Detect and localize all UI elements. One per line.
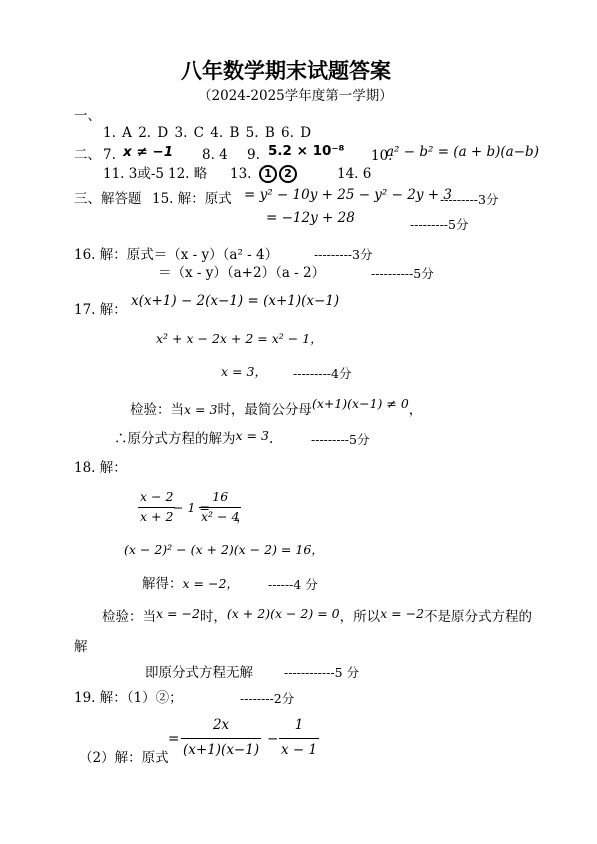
q18-check-x: x = −2 <box>156 606 200 621</box>
q15-score-2: ---------5分 <box>410 217 469 232</box>
q10-answer: a² − b² = (a + b)(a−b) <box>386 144 539 160</box>
q19-fraction-1 <box>181 719 261 757</box>
q14-answer: 14. 6 <box>337 166 372 182</box>
q18-check-x: x = −2 <box>380 606 425 621</box>
q12-answer: 12. 略 <box>168 166 208 182</box>
q17-conclusion-x: x = 3 <box>235 428 269 443</box>
q17-conclusion-text: ∴原分式方程的解为 <box>114 431 236 447</box>
q18-check-wrap: 解 <box>74 639 88 655</box>
q15-line-2: = −12y + 28 <box>266 210 355 226</box>
q8-answer: 8. 4 <box>202 147 228 163</box>
q19-score-1: --------2分 <box>240 691 295 706</box>
q18-score-4: ------4 分 <box>268 577 318 592</box>
q18-comma: ， <box>236 509 250 525</box>
q18-score-5: ------------5 分 <box>284 665 360 680</box>
q18-check-text: 时， <box>199 609 227 625</box>
q17-conclusion <box>114 428 274 447</box>
section-1-answers: 1. A 2. D 3. C 4. B 5. B 6. D <box>103 125 312 141</box>
q17-label: 17. 解： <box>74 302 127 318</box>
q18-check-text: 检验：当 <box>102 609 156 625</box>
fraction-bar <box>199 507 241 508</box>
circled-number: 1 <box>259 165 277 183</box>
q17-check-text: 检验：当 <box>130 402 184 418</box>
section-1-label: 一、 <box>74 108 101 124</box>
q13-answer <box>258 165 298 183</box>
q19-equals: = <box>168 731 180 747</box>
q19-fraction-2 <box>279 719 319 757</box>
q16-line-1: 16. 解：原式＝（x - y）（a² - 4） <box>74 247 279 263</box>
q7-number: 7. <box>103 147 116 163</box>
q19-part-1: 19. 解：（1）②； <box>74 690 183 706</box>
q18-solve-x: x = −2， <box>182 576 239 591</box>
fraction-numerator: 1 <box>294 717 304 733</box>
page-subtitle: （2024-2025学年度第一学期） <box>198 88 393 104</box>
q18-check-text: 不是原分式方程的 <box>424 609 533 625</box>
q16-score-2: ----------5分 <box>371 266 434 281</box>
q17-check-x: x = 3 <box>184 402 218 417</box>
q19-minus: − <box>267 731 279 747</box>
q18-minus-one: − 1 = <box>173 500 210 515</box>
q17-line-1: x(x+1) − 2(x−1) = (x+1)(x−1) <box>131 293 340 309</box>
q18-conclusion: 即原分式方程无解 <box>145 665 253 681</box>
q17-conclusion-text: . <box>268 431 274 447</box>
q11-answer: 11. 3或-5 <box>103 166 165 182</box>
q9-number: 9. <box>247 147 260 163</box>
fraction-bar <box>181 738 261 739</box>
page-title: 八年数学期末试题答案 <box>181 59 391 83</box>
section-3-label: 三、解答题 <box>74 191 142 207</box>
q7-answer: x ≠ −1 <box>123 144 174 160</box>
q15-label: 15. 解：原式 <box>152 191 232 207</box>
q18-check <box>102 606 533 625</box>
q15-line-1: = y² − 10y + 25 − y² − 2y + 3 <box>244 187 452 203</box>
q16-score-1: ---------3分 <box>314 247 373 262</box>
q18-fraction-1 <box>138 491 175 523</box>
fraction-denominator: (x+1)(x−1) <box>183 741 260 758</box>
q17-check-text: 时，最简公分母 <box>217 402 312 418</box>
q10-number: 10. <box>371 148 393 164</box>
q18-line-3 <box>142 578 239 592</box>
q17-score-5: ---------5分 <box>311 432 370 447</box>
q9-answer: 5.2 × 10⁻⁸ <box>268 143 345 159</box>
q17-line-3: x = 3， <box>221 364 267 379</box>
fraction-bar <box>279 738 319 739</box>
fraction-denominator: x + 2 <box>140 508 174 524</box>
q17-check-expr: (x+1)(x−1) ≠ 0 <box>311 396 409 411</box>
q15-score-1: ---------3分 <box>440 192 499 207</box>
fraction-denominator: x² − 4 <box>201 508 240 524</box>
q17-line-2: x² + x − 2x + 2 = x² − 1， <box>156 331 323 346</box>
fraction-denominator: x − 1 <box>281 741 318 758</box>
q18-check-text: ，所以 <box>339 609 381 625</box>
q18-check-expr: (x + 2)(x − 2) = 0 <box>226 606 340 621</box>
fraction-bar <box>138 507 175 508</box>
q17-check <box>130 396 423 418</box>
q18-line-2: (x − 2)² − (x + 2)(x − 2) = 16， <box>124 542 324 557</box>
q19-part-2: （2）解：原式 <box>79 750 169 766</box>
fraction-numerator: 2x <box>212 717 230 733</box>
circled-number: 2 <box>279 165 297 183</box>
q18-label: 18. 解： <box>74 460 127 476</box>
fraction-numerator: x − 2 <box>140 489 174 504</box>
q13-number: 13. <box>230 166 252 182</box>
q18-solve-text: 解得： <box>142 576 183 592</box>
q17-check-text: ， <box>408 402 423 418</box>
section-2-label: 二、 <box>74 147 101 163</box>
q16-line-2: ＝（x - y）（a+2）（a - 2） <box>158 265 326 281</box>
q17-score-4: ---------4分 <box>293 366 352 381</box>
fraction-numerator: 16 <box>212 489 229 504</box>
